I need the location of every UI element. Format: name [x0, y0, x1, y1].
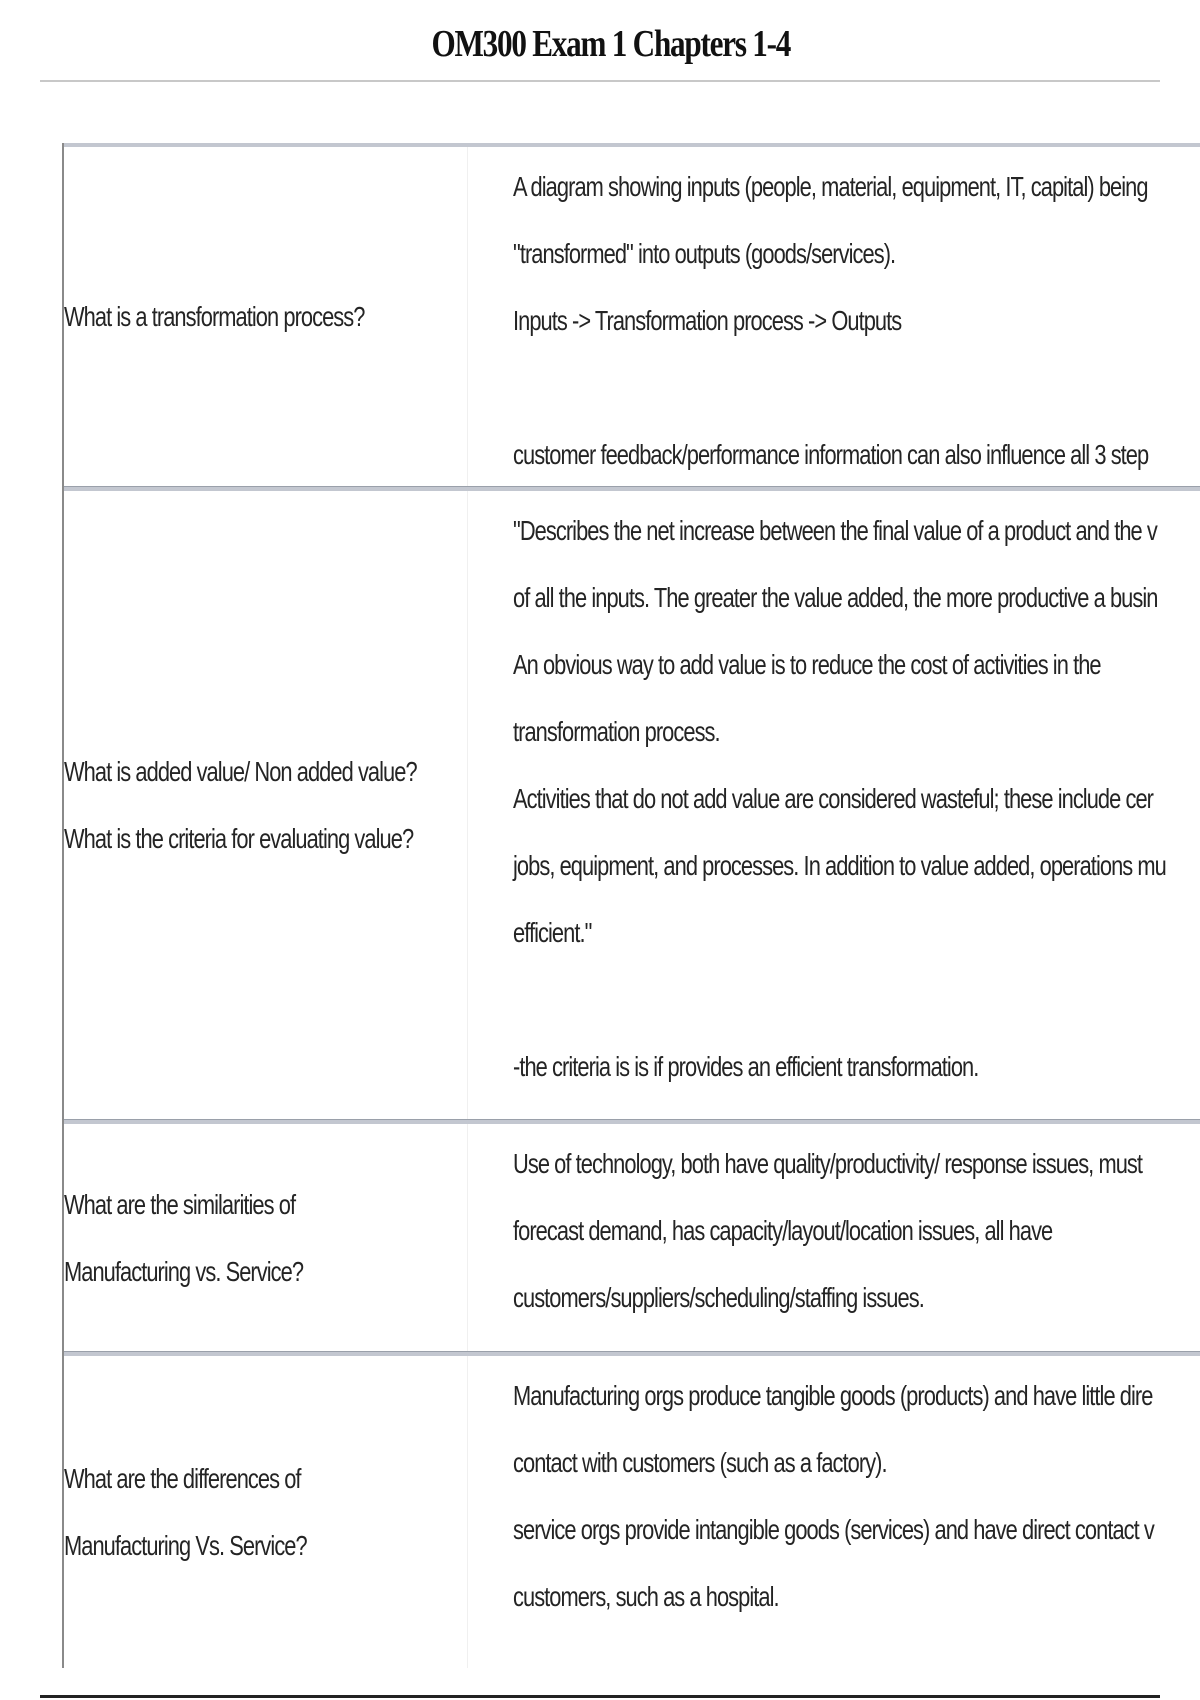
definition-cell	[468, 1124, 1200, 1351]
flashcard-table-viewport	[62, 143, 1200, 1668]
term-cell	[64, 1124, 468, 1351]
table-row	[64, 1120, 1200, 1352]
definition-text: Manufacturing orgs produce tangible goods (products) and have little dire contact with customers (such as a factory). service orgs provide intangible goods (services) and have direct contact v customers, such as a hospital.	[513, 1380, 1154, 1612]
definition-cell	[468, 491, 1200, 1119]
term-text: What is added value/ Non added value? What is the criteria for evaluating value?	[64, 756, 417, 854]
page-title: OM300 Exam 1 Chapters 1-4	[431, 23, 791, 65]
term-text: What are the differences of Manufacturing Vs. Service?	[64, 1463, 307, 1561]
footer-divider	[40, 1695, 1160, 1698]
definition-text: A diagram showing inputs (people, material, equipment, IT, capital) being "transformed" into outputs (goods/services). Inputs -> Transformation process -> Outputs customer feedback/performance information can also influence all 3 step	[513, 171, 1149, 470]
table-row	[64, 487, 1200, 1120]
term-text: What are the similarities of Manufacturing vs. Service?	[64, 1188, 304, 1287]
flashcard-table	[62, 143, 1200, 1668]
table-row	[64, 1352, 1200, 1668]
table-row	[64, 143, 1200, 487]
term-cell	[64, 491, 468, 1119]
definition-text: "Describes the net increase between the final value of a product and the v of all the inputs. The greater the value added, the more productive a busin An obvious way to add value is to reduce the cost of activities in the transformation process. Activities that do not add value are considered wasteful; these include cer jobs, equipment, and processes. In addition to value added, operations mu efficient." -the criteria is is if provides an efficient transformation.	[513, 515, 1166, 1082]
term-text: What is a transformation process?	[64, 301, 365, 332]
definition-text: Use of technology, both have quality/productivity/ response issues, must forecast demand, has capacity/layout/location issues, all have customers/suppliers/scheduling/staffing issues.	[513, 1148, 1143, 1313]
definition-cell	[468, 1356, 1200, 1668]
title-divider	[40, 80, 1160, 82]
term-cell	[64, 147, 468, 486]
definition-cell	[468, 147, 1200, 486]
term-cell	[64, 1356, 468, 1668]
